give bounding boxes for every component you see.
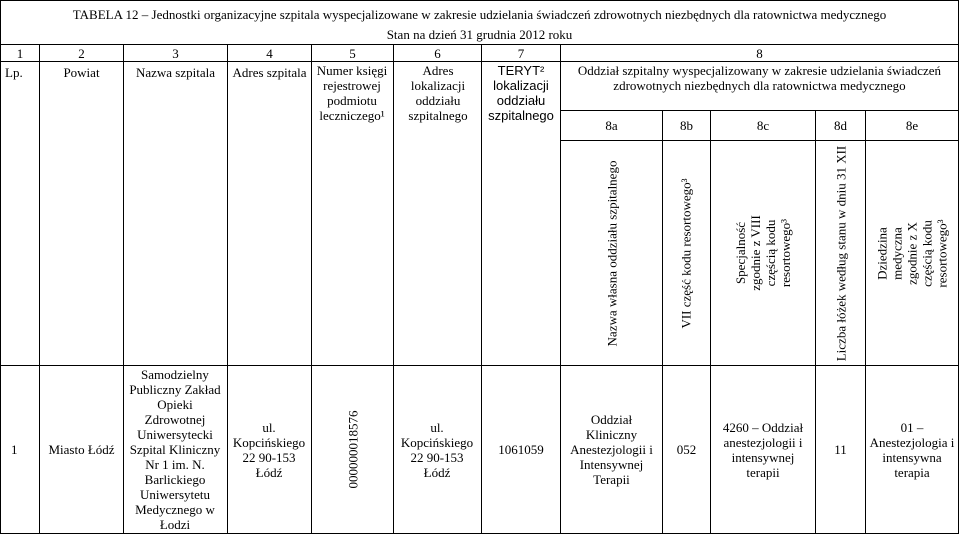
header-numer: Numer księgi rejestrowej podmiotu leczniczego¹: [316, 63, 388, 123]
cell-8b: 052: [676, 442, 697, 457]
header-lp: Lp.: [5, 64, 23, 80]
subheader-8d-text: Liczba łóżek według stanu w dniu 31 XII: [833, 145, 848, 361]
col-number: 7: [517, 45, 525, 61]
subheader-8e-text: Dziedzina medyczna zgodnie z X częścią kodu resortowego³: [874, 218, 950, 288]
col-number: 8: [756, 45, 763, 61]
table-subtitle: Stan na dzień 31 grudnia 2012 roku: [386, 27, 573, 42]
col-number: 6: [434, 45, 441, 61]
subcol-label: 8d: [834, 118, 847, 133]
subheader-8b: [663, 141, 710, 365]
header-nazwa: Nazwa szpitala: [135, 64, 216, 80]
header-teryt: TERYT² lokalizacji oddziału szpitalnego: [488, 63, 554, 123]
cell-nazwa: Samodzielny Publiczny Zakład Opieki Zdrowotnej Uniwersytecki Szpital Kliniczny Nr 1 im. N. Barlickiego Uniwersytetu Medycznego w Łodzi: [129, 367, 221, 532]
cell-powiat: Miasto Łódź: [48, 442, 115, 457]
col-number: 5: [349, 45, 356, 61]
subheader-8a-text: Nazwa własna oddziału szpitalnego: [604, 160, 619, 346]
subheader-8b-text: VII część kodu resortowego³: [679, 177, 694, 329]
subheader-8a: [561, 141, 662, 365]
cell-8a: Oddział Kliniczny Anestezjologii i Intensywnej Terapii: [570, 412, 653, 487]
subcol-label: 8a: [605, 118, 618, 133]
cell-8e: 01 – Anestezjologia i intensywna terapia: [869, 419, 955, 480]
col-number: 1: [16, 45, 24, 61]
header-adres-lokalizacji: Adres lokalizacji oddziału szpitalnego: [408, 63, 468, 123]
col-rule: [393, 44, 394, 534]
table-title: TABELA 12 – Jednostki organizacyjne szpitala wyspecjalizowane w zakresie udzielania świadczeń zdrowotnych niezbędnych dla ratownictwa medycznego: [72, 6, 887, 22]
col-number: 2: [78, 45, 85, 61]
header-adres: Adres szpitala: [232, 64, 307, 80]
cell-lp: 1: [11, 442, 18, 457]
cell-adres: ul. Kopcińskiego 22 90-153 Łódź: [232, 419, 306, 480]
subheader-8c: [711, 141, 815, 365]
cell-8d: 11: [834, 442, 847, 457]
cell-numer-text: 000000018576: [345, 410, 360, 489]
col-number: 4: [266, 45, 273, 61]
subcol-label: 8c: [756, 118, 770, 133]
subcol-label: 8e: [905, 118, 919, 133]
col-number: 3: [172, 45, 179, 61]
subheader-8c-text: Specjalność zgodnie z VIII częścią kodu resortowego³: [733, 215, 793, 291]
header-oddzial: Oddział szpitalny wyspecjalizowany w zakresie udzielania świadczeń zdrowotnych niezbędnych dla ratownictwa medycznego: [577, 63, 942, 93]
col-rule: [227, 44, 228, 534]
cell-8c: 4260 – Oddział anestezjologii i intensywnej terapii: [722, 419, 804, 480]
col-rule: [123, 44, 124, 534]
subheader-8e: [866, 141, 958, 365]
subcol-label: 8b: [680, 118, 693, 133]
cell-adres-lokalizacji: ul. Kopcińskiego 22 90-153 Łódź: [400, 419, 474, 480]
subheader-8d: [816, 141, 865, 365]
cell-numer: [312, 366, 393, 533]
header-powiat: Powiat: [63, 64, 100, 80]
cell-teryt: 1061059: [498, 442, 544, 457]
